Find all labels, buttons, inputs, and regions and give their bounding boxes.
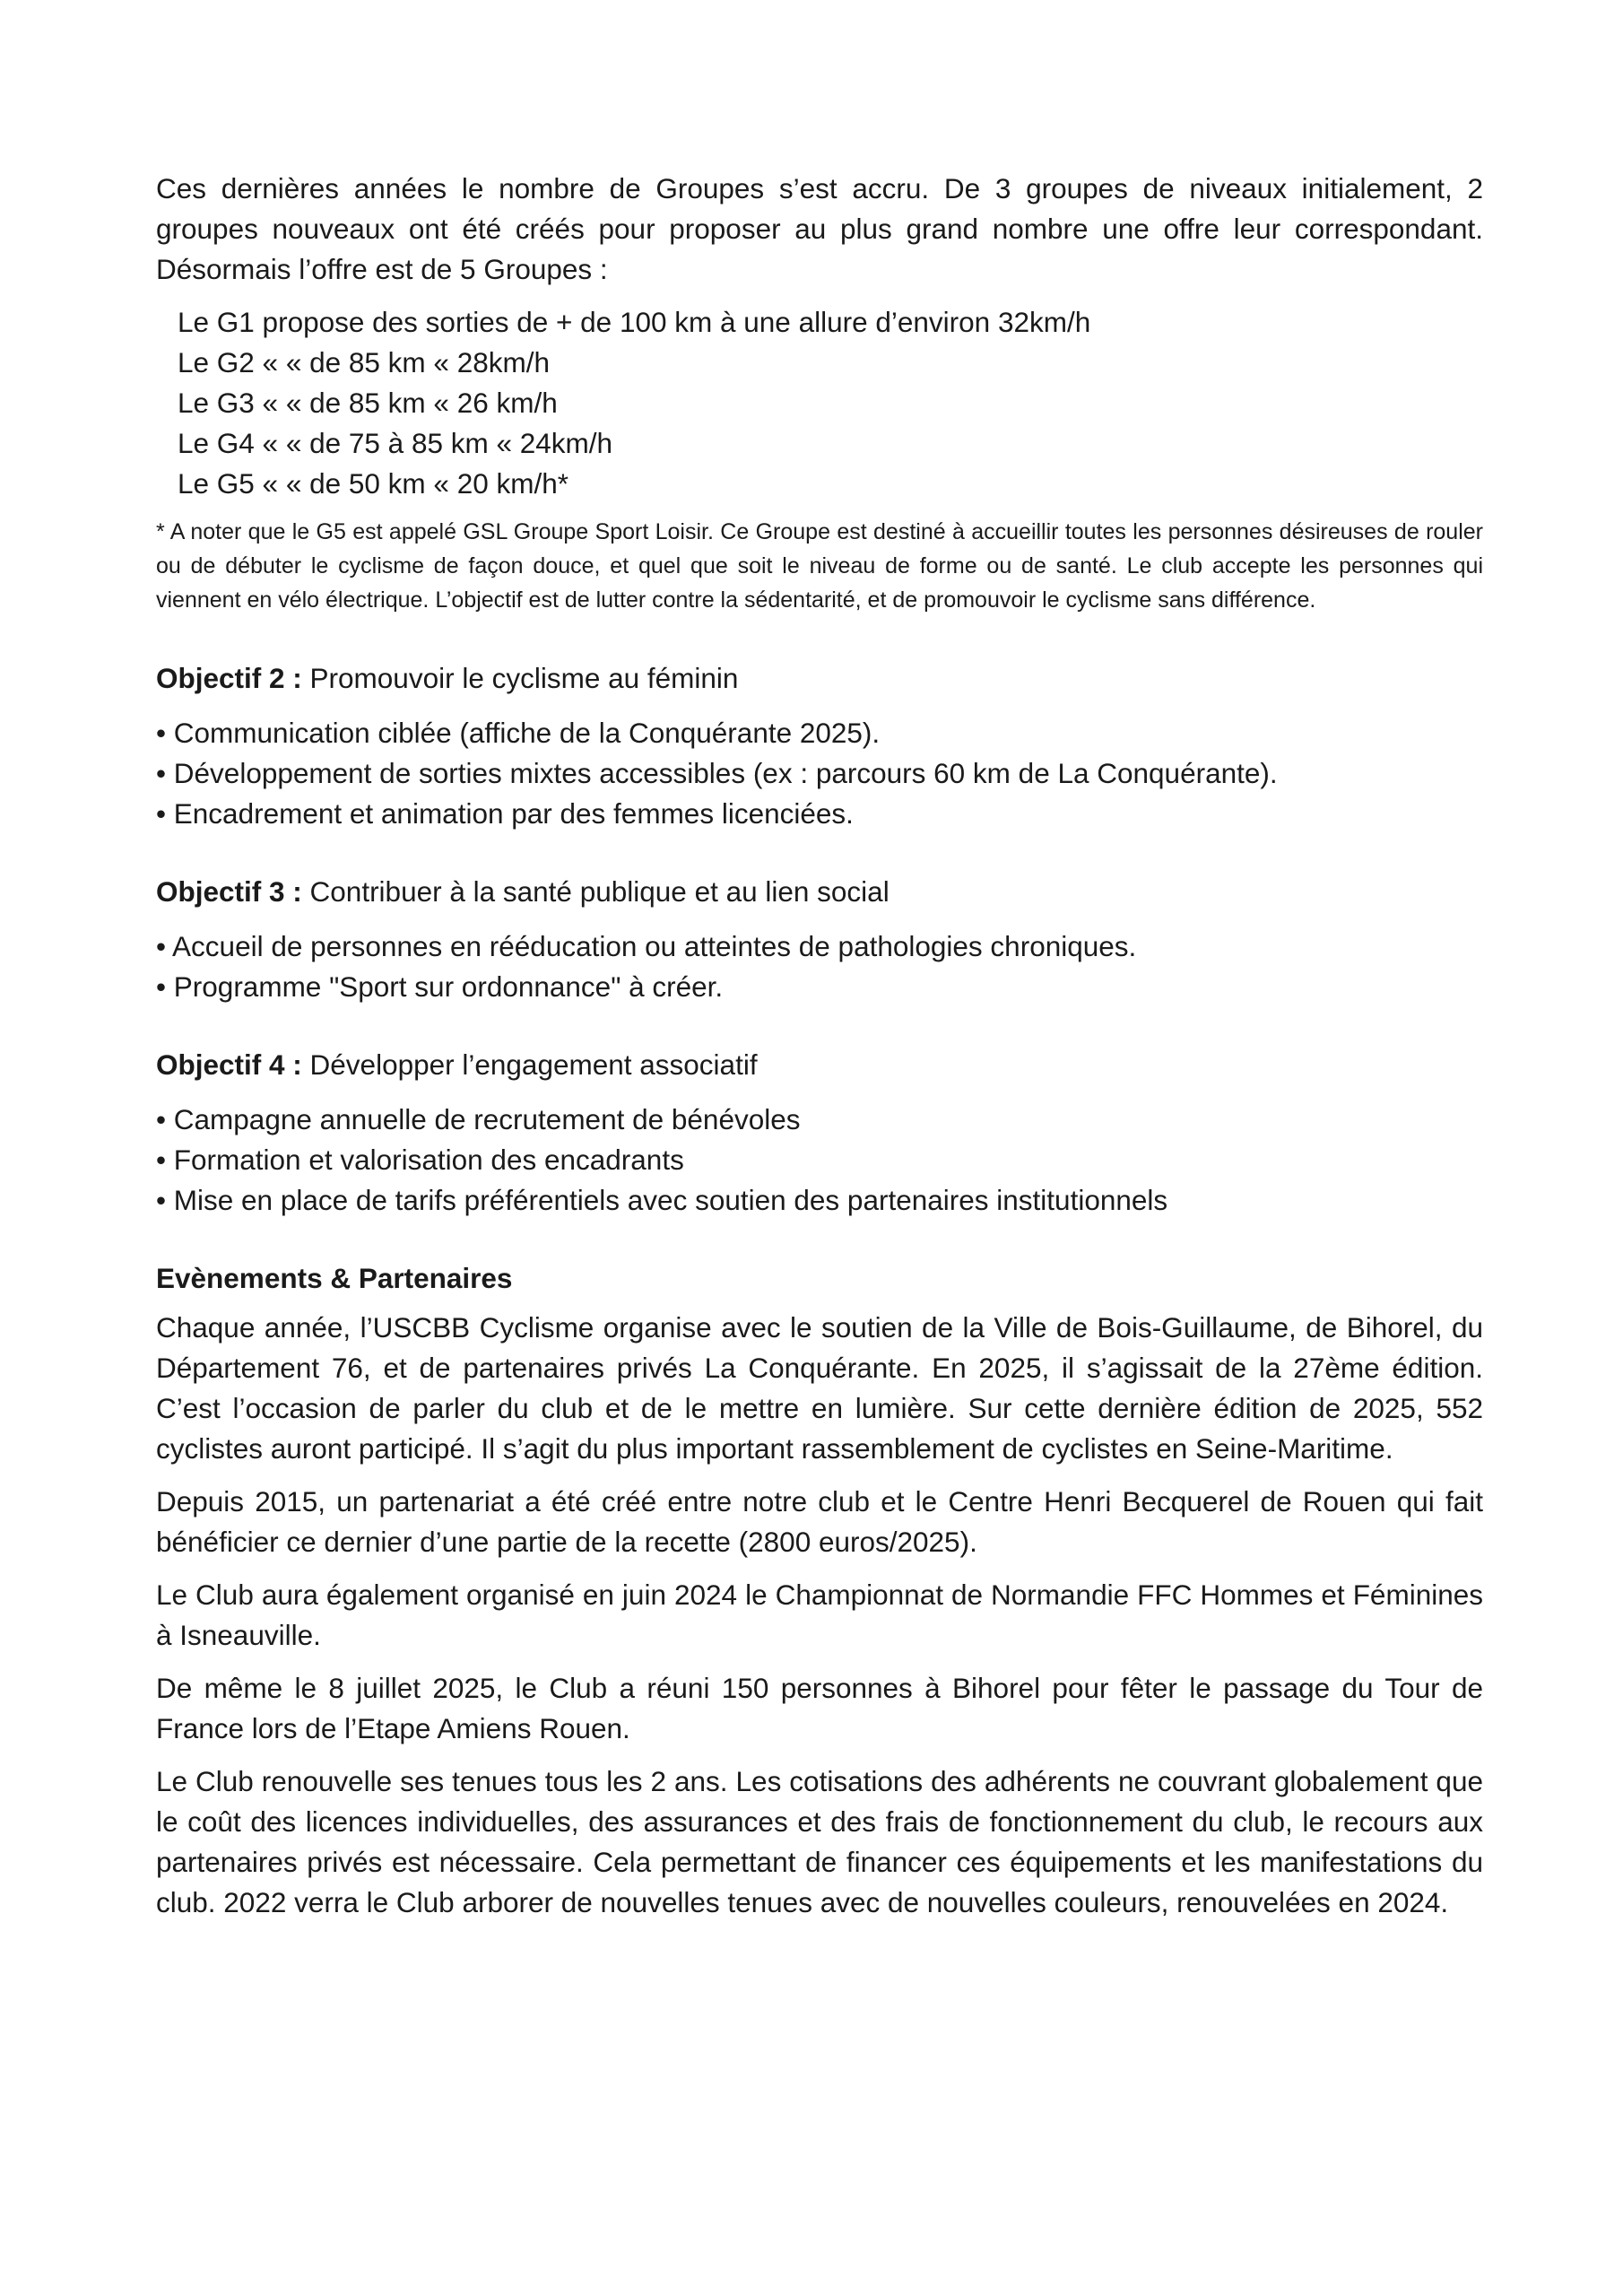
objective-2-title: Promouvoir le cyclisme au féminin: [301, 662, 739, 694]
document-page: [156, 169, 1483, 1935]
objective-4-title: Développer l’engagement associatif: [301, 1048, 758, 1081]
group-item-g1: Le G1 propose des sorties de + de 100 km à une allure d’environ 32km/h: [178, 306, 1091, 338]
events-paragraph: Chaque année, l’USCBB Cyclisme organise avec le soutien de la Ville de Bois-Guillaume, de Bihorel, du Département 76, et de partenaires privés La Conquérante. En 2025, il s’agissait de la 27ème édition. C’est l’occasion de parler du club et de le mettre en lumière. Sur cette dernière édition de 2025, 552 cyclistes auront participé. Il s’agit du plus important rassemblement de cyclistes en Seine-Maritime.: [156, 1311, 1483, 1465]
group-item-g2: Le G2 « « de 85 km « 28km/h: [178, 346, 550, 378]
list-item: • Campagne annuelle de recrutement de bénévoles: [156, 1103, 801, 1135]
list-item: • Mise en place de tarifs préférentiels avec soutien des partenaires institutionnels: [156, 1184, 1168, 1216]
group-item-g5: Le G5 « « de 50 km « 20 km/h*: [178, 467, 569, 500]
list-item: • Communication ciblée (affiche de la Conquérante 2025).: [156, 717, 881, 749]
list-item: • Formation et valorisation des encadrants: [156, 1144, 684, 1176]
list-item: • Accueil de personnes en rééducation ou atteintes de pathologies chroniques.: [156, 930, 1137, 962]
objective-2-label: Objectif 2 :: [156, 662, 302, 694]
events-paragraph: Le Club renouvelle ses tenues tous les 2 ans. Les cotisations des adhérents ne couvrant globalement que le coût des licences individuelles, des assurances et des frais de fonctionnement du club, le recours aux partenaires privés est nécessaire. Cela permettant de financer ces équipements et les manifestations du club. 2022 verra le Club arborer de nouvelles tenues avec de nouvelles couleurs, renouvelées en 2024.: [156, 1765, 1483, 1918]
objective-4-label: Objectif 4 :: [156, 1048, 302, 1081]
objective-4-bullets: [156, 1100, 1483, 1221]
list-item: • Programme "Sport sur ordonnance" à créer.: [156, 970, 724, 1003]
objective-3-heading: [156, 872, 1483, 912]
footnote-g5: * A noter que le G5 est appelé GSL Groupe Sport Loisir. Ce Groupe est destiné à accueillir toutes les personnes désireuses de rouler ou de débuter le cyclisme de façon douce, et quel que soit le niveau de forme ou de santé. Le club accepte les personnes qui viennent en vélo électrique. L’objectif est de lutter contre la sédentarité, et de promouvoir le cyclisme sans différence.: [156, 519, 1483, 613]
list-item: • Développement de sorties mixtes accessibles (ex : parcours 60 km de La Conquérante).: [156, 757, 1278, 789]
objective-3-title: Contribuer à la santé publique et au lien social: [301, 875, 890, 908]
list-item: • Encadrement et animation par des femmes licenciées.: [156, 797, 854, 830]
events-paragraph: Le Club aura également organisé en juin 2024 le Championnat de Normandie FFC Hommes et Féminines à Isneauville.: [156, 1578, 1483, 1651]
intro-paragraph: Ces dernières années le nombre de Groupes s’est accru. De 3 groupes de niveaux initialement, 2 groupes nouveaux ont été créés pour proposer au plus grand nombre une offre leur correspondant. Désormais l’offre est de 5 Groupes :: [156, 172, 1483, 285]
objective-2-heading: [156, 658, 1483, 699]
objective-4-heading: [156, 1045, 1483, 1085]
objective-3-label: Objectif 3 :: [156, 875, 302, 908]
group-item-g4: Le G4 « « de 75 à 85 km « 24km/h: [178, 427, 613, 459]
events-paragraph: Depuis 2015, un partenariat a été créé entre notre club et le Centre Henri Becquerel de Rouen qui fait bénéficier ce dernier d’une partie de la recette (2800 euros/2025).: [156, 1485, 1483, 1558]
objective-3-bullets: [156, 926, 1483, 1007]
groups-list: [178, 302, 1483, 504]
group-item-g3: Le G3 « « de 85 km « 26 km/h: [178, 387, 558, 419]
objective-2-bullets: [156, 713, 1483, 834]
events-heading: Evènements & Partenaires: [156, 1262, 513, 1294]
events-paragraph: De même le 8 juillet 2025, le Club a réuni 150 personnes à Bihorel pour fêter le passage du Tour de France lors de l’Etape Amiens Rouen.: [156, 1672, 1483, 1744]
